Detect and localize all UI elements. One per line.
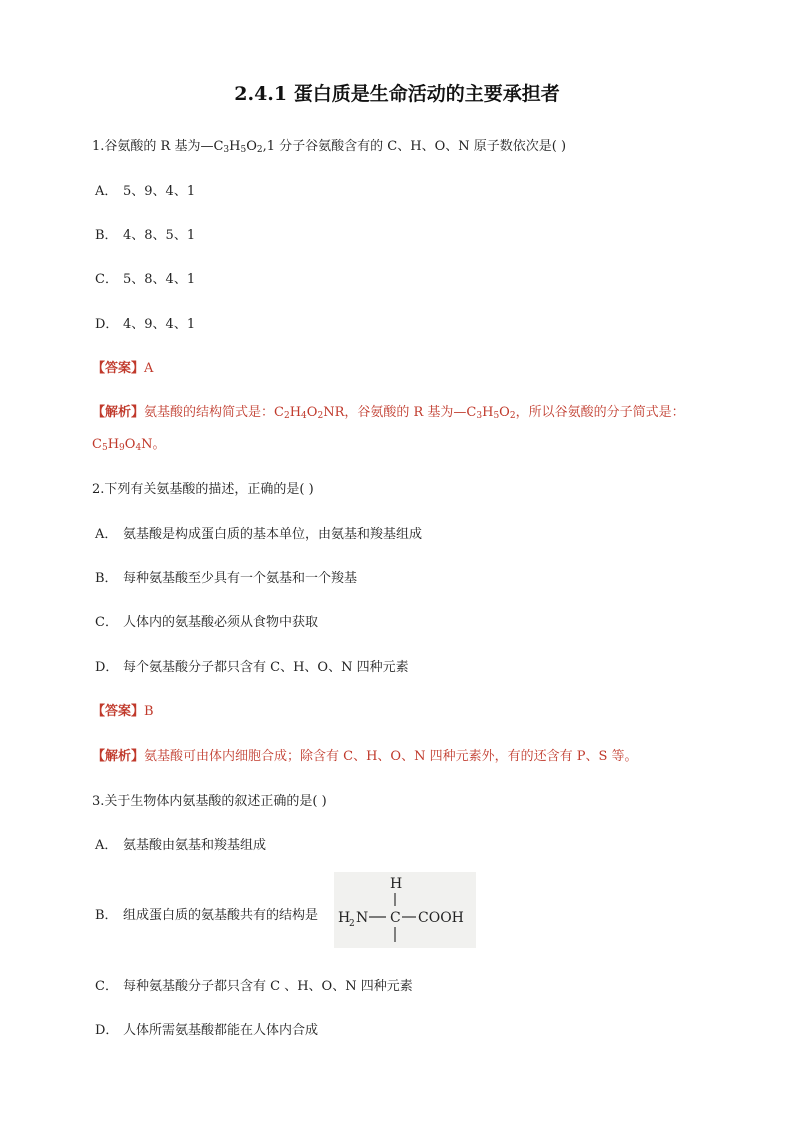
q1-option-b: B． 4、8、5、1 <box>95 228 196 243</box>
q1-option-c: C． 5、8、4、1 <box>95 272 196 287</box>
q3-option-a: A． 氨基酸由氨基和羧基组成 <box>95 838 267 853</box>
q1-analysis-cont: $C_5H_9O_4N$。 <box>92 437 166 453</box>
structure-right-cooh: COOH <box>418 910 464 926</box>
q1-option-a: A． 5、9、4、1 <box>95 184 196 199</box>
question-2-stem: 2.下列有关氨基酸的描述，正确的是( ) <box>92 482 314 497</box>
amino-acid-structure-image <box>334 872 476 948</box>
structure-center-c: C <box>390 910 401 926</box>
page-title: 2.4.1 蛋白质是生命活动的主要承担者 <box>234 83 560 105</box>
structure-left-n: N <box>356 910 369 926</box>
question-1-stem: 1.谷氨酸的 R 基为$—C_3H_5O_2,1$ 分子谷氨酸含有的 C、H、O、N 原子数依次是( ) <box>92 139 567 155</box>
q2-option-c: C． 人体内的氨基酸必须从食物中获取 <box>95 615 319 630</box>
q2-answer: 【答案】B <box>92 704 154 719</box>
q1-analysis: 【解析】氨基酸的结构简式是：$C_2H_4O_2NR$，谷氨酸的 R 基为$—C_3H_5O_2$，所以谷氨酸的分子简式是： <box>92 405 685 421</box>
q2-analysis: 【解析】氨基酸可由体内细胞合成；除含有 C、H、O、N 四种元素外，有的还含有 P、S 等。 <box>92 749 638 764</box>
q2-option-b: B． 每种氨基酸至少具有一个氨基和一个羧基 <box>95 571 358 586</box>
q3-option-b: B． 组成蛋白质的氨基酸共有的结构是 <box>95 908 319 923</box>
q3-option-c: C． 每种氨基酸分子都只含有 C 、H、O、N 四种元素 <box>95 979 413 994</box>
structure-top-h: H <box>390 876 403 892</box>
q3-option-d: D． 人体所需氨基酸都能在人体内合成 <box>95 1023 319 1038</box>
question-3-stem: 3.关于生物体内氨基酸的叙述正确的是( ) <box>92 794 327 809</box>
q2-option-d: D． 每个氨基酸分子都只含有 C、H、O、N 四种元素 <box>95 660 409 675</box>
structure-left-h: H <box>338 910 351 926</box>
q2-option-a: A． 氨基酸是构成蛋白质的基本单位，由氨基和羧基组成 <box>95 527 423 542</box>
q1-answer: 【答案】A <box>92 361 154 376</box>
structure-left-sub: 2 <box>349 919 355 929</box>
q1-option-d: D． 4、9、4、1 <box>95 317 196 332</box>
